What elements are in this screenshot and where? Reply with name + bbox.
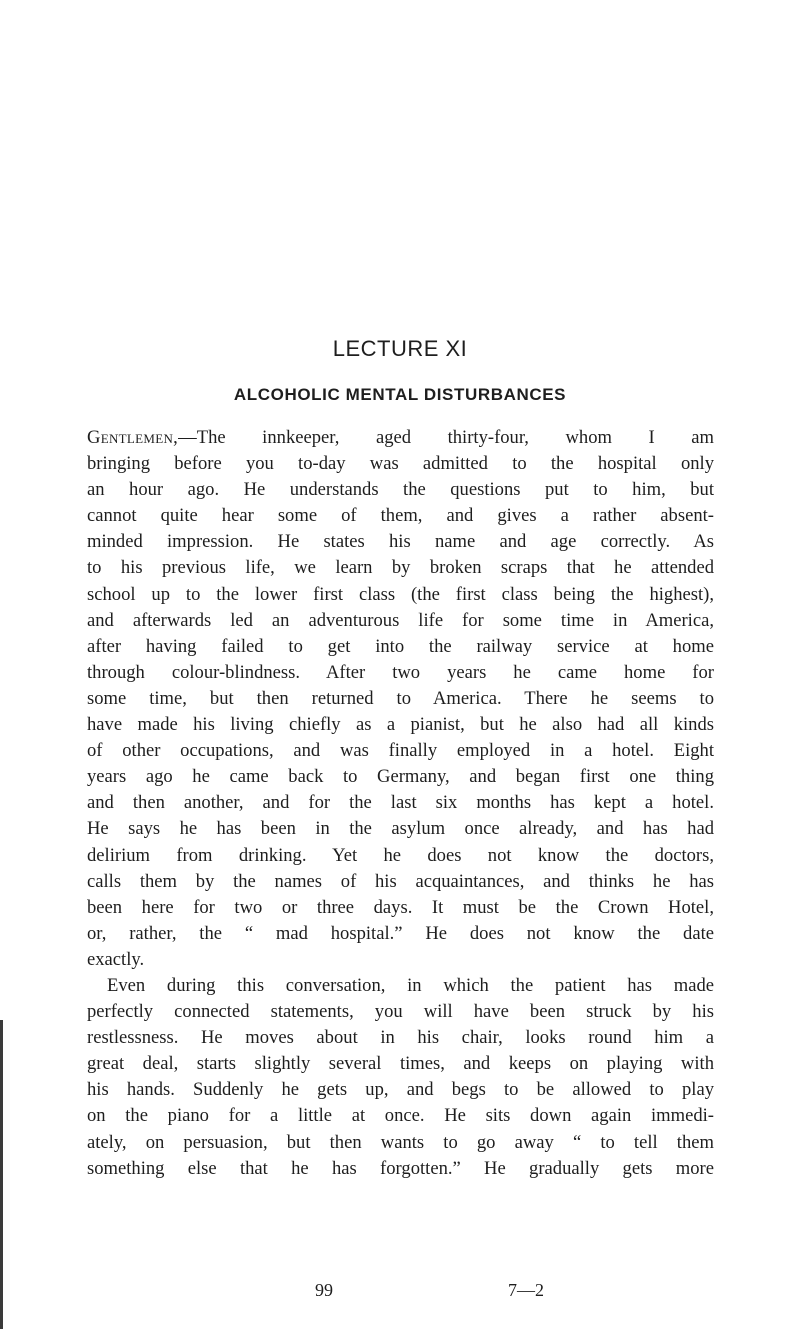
chapter-title: ALCOHOLIC MENTAL DISTURBANCES <box>233 385 567 404</box>
text-line: an hour ago. He understands the questions put to him, but <box>87 479 714 501</box>
text-line: have made his living chiefly as a pianist, but he also had all kinds <box>87 714 714 736</box>
text-line: bringing before you to-day was admitted to the hospital only <box>87 453 714 475</box>
text-line: exactly. <box>87 948 145 970</box>
text-line: delirium from drinking. Yet he does not know the doctors, <box>87 844 714 866</box>
text-line: minded impression. He states his name and age correctly. As <box>87 531 714 553</box>
scan-edge <box>0 1020 3 1329</box>
text-line: to his previous life, we learn by broken scraps that he attended <box>87 557 714 579</box>
text-line: cannot quite hear some of them, and gives a rather absent- <box>87 505 714 527</box>
signature-mark: 7—2 <box>508 1280 544 1300</box>
text-line: ately, on persuasion, but then wants to go away “ to tell them <box>87 1131 714 1153</box>
text-line: school up to the lower first class (the first class being the highest), <box>87 583 714 605</box>
text-line: and then another, and for the last six months has kept a hotel. <box>87 792 714 814</box>
text-line: calls them by the names of his acquaintances, and thinks he has <box>87 870 714 892</box>
salutation: Gentlemen, <box>87 427 179 448</box>
body-text <box>87 425 714 1182</box>
text-line: Gentlemen,—The innkeeper, aged thirty-four, whom I am <box>87 427 714 448</box>
text-line: and afterwards led an adventurous life for some time in America, <box>87 609 714 631</box>
text-line: been here for two or three days. It must be the Crown Hotel, <box>87 896 714 918</box>
text-line: after having failed to get into the railway service at home <box>87 635 714 657</box>
lecture-heading: LECTURE XI <box>332 336 468 361</box>
text-line: on the piano for a little at once. He sits down again immedi- <box>87 1105 714 1127</box>
text-line: years ago he came back to Germany, and began first one thing <box>87 766 714 788</box>
text-line: restlessness. He moves about in his chair, looks round him a <box>87 1027 714 1049</box>
page-footer <box>0 1280 800 1310</box>
page-number: 99 <box>315 1280 333 1300</box>
text-line: perfectly connected statements, you will have been struck by his <box>87 1001 714 1023</box>
text-line: his hands. Suddenly he gets up, and begs to be allowed to play <box>87 1079 714 1101</box>
text-line: of other occupations, and was finally employed in a hotel. Eight <box>87 740 714 762</box>
text-line: some time, but then returned to America. There he seems to <box>87 687 714 709</box>
text-line: Even during this conversation, in which the patient has made <box>107 974 714 996</box>
text-line: or, rather, the “ mad hospital.” He does not know the date <box>87 922 714 944</box>
text-line: He says he has been in the asylum once already, and has had <box>87 818 714 840</box>
text-line: through colour-blindness. After two years he came home for <box>87 661 714 683</box>
text-line: something else that he has forgotten.” He gradually gets more <box>87 1157 714 1179</box>
text-line: great deal, starts slightly several times, and keeps on playing with <box>87 1053 714 1075</box>
